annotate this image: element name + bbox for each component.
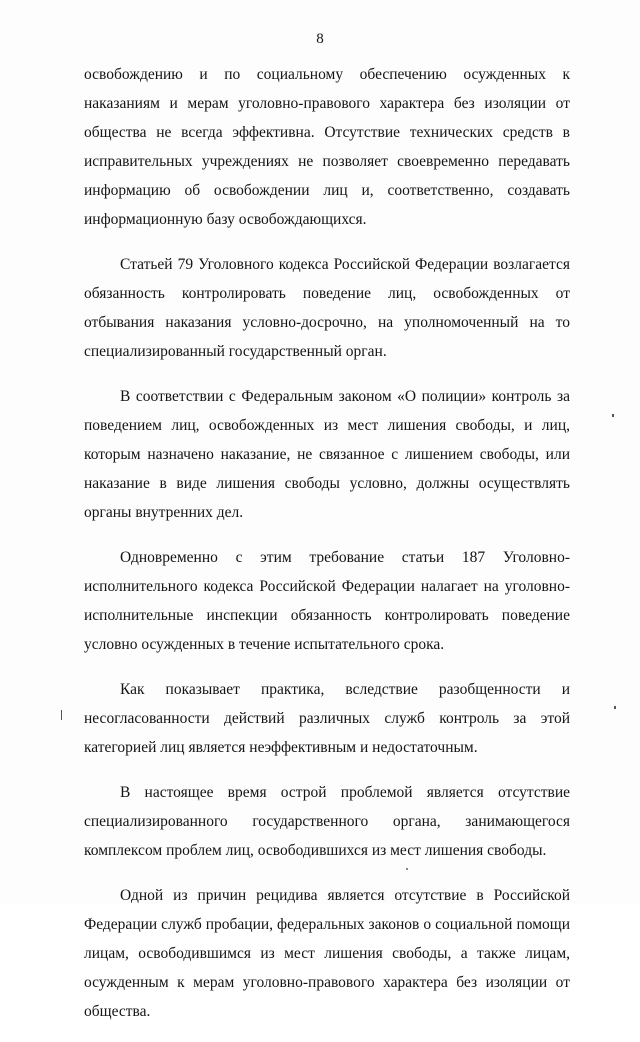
paragraph-1: освобождению и по социальному обеспечению осужденных к наказаниям и мерам уголовно-правового характера без изоляции от общества не всегда эффективна. Отсутствие технических средств в исправительных учреждениях не позволяет своевременно передавать информацию об освобождении лиц и, соответственно, создавать информационную базу освобождающихся. bbox=[84, 66, 570, 228]
paragraph-6: В настоящее время острой проблемой является отсутствие специализированного государственного органа, занимающегося комплексом проблем лиц, освободившихся из мест лишения свободы. bbox=[84, 784, 570, 859]
paragraph-5: Как показывает практика, вследствие разобщенности и несогласованности действий различных служб контроль за этой категорией лиц является неэффективным и недостаточным. bbox=[84, 681, 570, 756]
paragraph-3: В соответствии с Федеральным законом «О полиции» контроль за поведением лиц, освобожденных из мест лишения свободы, и лиц, которым назначено наказание, не связанное с лишением свободы, или наказание в виде лишения свободы условно, должны осуществлять органы внутренних дел. bbox=[84, 388, 570, 521]
paragraph-2: Статьей 79 Уголовного кодекса Российской Федерации возлагается обязанность контролировать поведение лиц, освобожденных от отбывания наказания условно-досрочно, на уполномоченный на то специализированный государственный орган. bbox=[84, 256, 570, 360]
scan-artifact bbox=[406, 868, 408, 870]
page-number: 8 bbox=[316, 31, 324, 47]
paragraph-7: Одной из причин рецидива является отсутствие в Российской Федерации служб пробации, федеральных законов о социальной помощи лицам, освободившимся из мест лишения свободы, а также лицам, осужденным к мерам уголовно-правового характера без изоляции от общества. bbox=[84, 887, 570, 1020]
scan-margin-mark bbox=[612, 414, 614, 417]
scan-margin-mark bbox=[614, 706, 616, 709]
document-body bbox=[84, 60, 570, 1042]
paragraph-4: Одновременно с этим требование статьи 187 Уголовно-исполнительного кодекса Российской Федерации налагает на уголовно-исполнительные инспекции обязанность контролировать поведение условно осужденных в течение испытательного срока. bbox=[84, 549, 570, 653]
scan-margin-mark bbox=[61, 710, 62, 720]
